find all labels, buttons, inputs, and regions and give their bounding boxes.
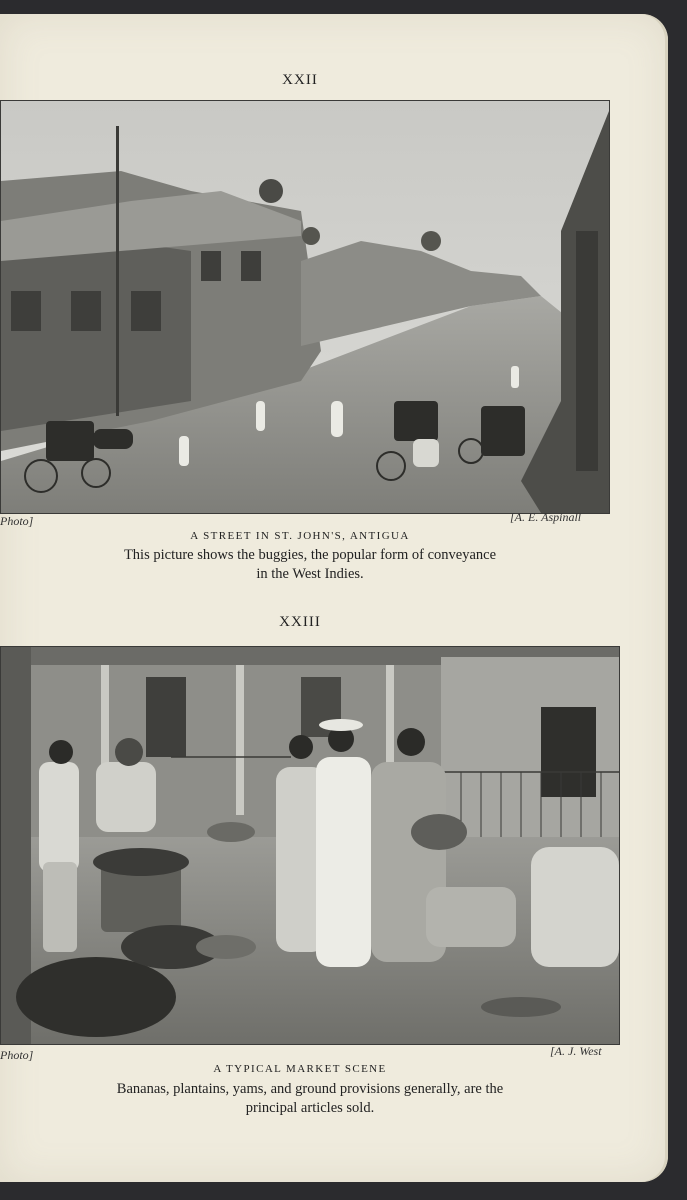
plate-number-xxii: XXII (282, 72, 318, 88)
caption-line-1: Bananas, plantains, yams, and ground provisions generally, are the (116, 1081, 504, 1097)
market-photograph (0, 646, 620, 1045)
plate-caption (30, 1080, 590, 1118)
book-page (0, 14, 668, 1182)
plate-title: A STREET IN ST. JOHN'S, ANTIGUA (190, 530, 410, 542)
market-scene-image (1, 647, 619, 1044)
street-photograph (0, 100, 610, 514)
caption-line-2: in the West Indies. (256, 566, 364, 582)
caption-line-2: principal articles sold. (245, 1100, 375, 1116)
photographer-credit: [A. J. West (550, 1044, 602, 1058)
plate-title: A TYPICAL MARKET SCENE (213, 1063, 387, 1075)
photo-credit-left: Photo] (0, 514, 34, 528)
caption-line-1: This picture shows the buggies, the popular form of conveyance (123, 547, 497, 563)
photographer-credit: [A. E. Aspinall (510, 510, 582, 524)
photo-credit-left: Photo] (0, 1048, 34, 1062)
street-scene-image (1, 101, 609, 513)
plate-caption (30, 546, 590, 584)
plate-number-xxiii: XXIII (279, 614, 321, 630)
